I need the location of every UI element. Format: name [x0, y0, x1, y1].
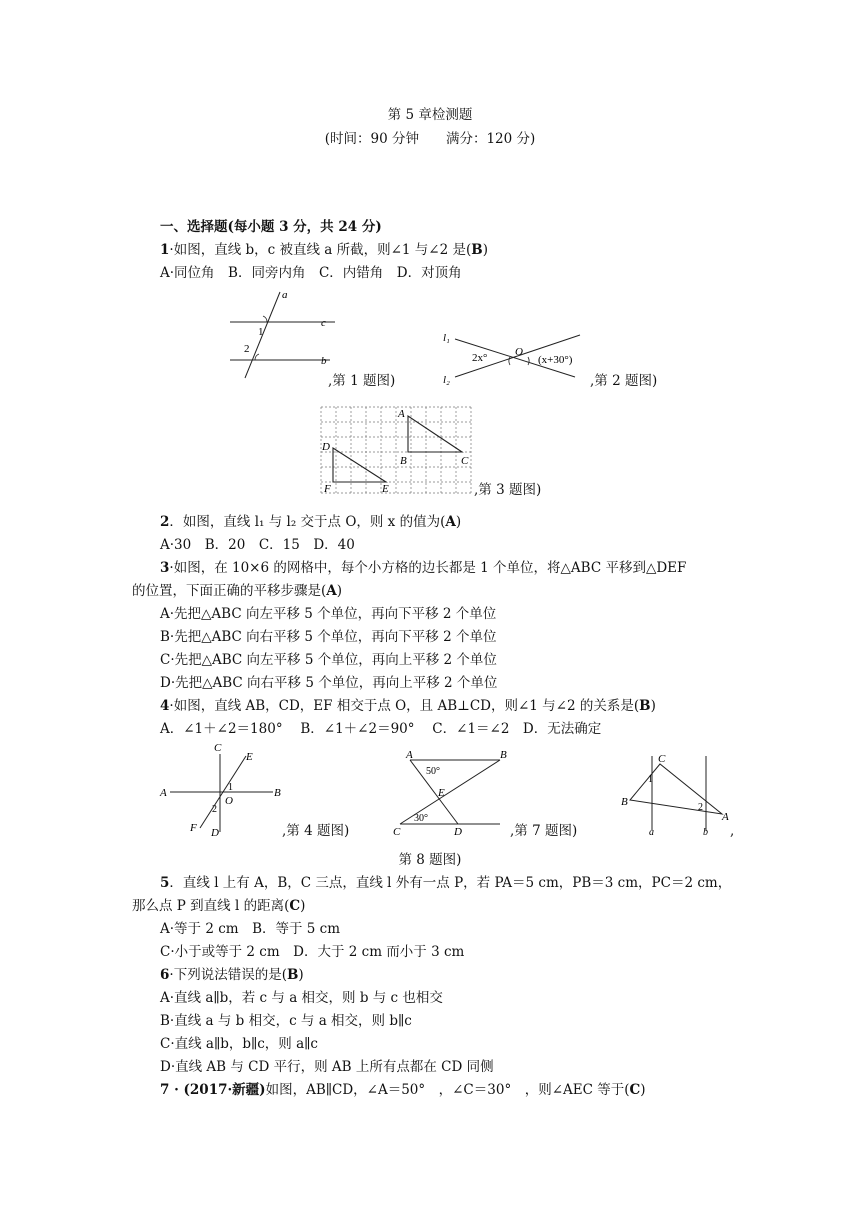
section-heading: 一、选择题(每小题 3 分，共 24 分): [160, 219, 382, 235]
fig8-label-line-b: b: [703, 827, 708, 836]
question-2-options: A·30 B．20 C．15 D．40: [160, 537, 355, 553]
answer: A: [445, 514, 456, 530]
fig8-label-1: 1: [648, 774, 653, 785]
figure-7: [388, 746, 512, 838]
question-6-option-d: D·直线 AB 与 CD 平行，则 AB 上所有点都在 CD 同侧: [160, 1059, 494, 1075]
question-stem: 如图，AB∥CD，∠A＝50° ，∠C＝30° ，则∠AEC 等于(: [265, 1082, 630, 1098]
fig4-label-e: E: [246, 751, 253, 763]
fig2-label-2x: 2x°: [472, 352, 488, 364]
fig1-label-2: 2: [244, 343, 250, 355]
question-3: [160, 559, 686, 577]
question-7: 7 · (2017·新疆)如图，AB∥CD，∠A＝50° ，∠C＝30° ，则∠AEC 等于(C): [160, 1082, 646, 1098]
answer: C: [289, 898, 301, 914]
fig7-label-50: 50°: [426, 766, 440, 777]
figure-2: [440, 325, 590, 387]
question-stem: ·如图，直线 AB，CD，EF 相交于点 O，且 AB⊥CD，则∠1 与∠2 的关系是(: [169, 698, 640, 714]
fig3-label-d: D: [322, 441, 330, 453]
figure-3-caption: ,第 3 题图): [474, 482, 542, 498]
question-number: 7: [160, 1082, 170, 1098]
figure-8-caption: 第 8 题图): [398, 852, 462, 868]
question-6-option-c: C·直线 a∥b，b∥c，则 a∥c: [160, 1036, 318, 1052]
question-number: 1: [160, 242, 170, 258]
fig8-label-2: 2: [698, 802, 703, 813]
fig8-label-line-a: a: [649, 827, 654, 836]
fig3-label-f: F: [324, 483, 331, 495]
answer: A: [326, 583, 337, 599]
question-3-option-d: D·先把△ABC 向右平移 5 个单位，再向上平移 2 个单位: [160, 675, 498, 691]
fig3-label-b: B: [400, 455, 407, 467]
fig8-label-a: A: [722, 811, 729, 823]
question-stem: ·如图，在 10×6 的网格中，每个小方格的边长都是 1 个单位，将△ABC 平移到△DEF: [169, 560, 687, 576]
figure-1: [225, 288, 345, 380]
question-5-options-ab: A·等于 2 cm B．等于 5 cm: [160, 921, 341, 937]
fig4-label-f: F: [190, 822, 197, 834]
answer: B: [286, 967, 299, 983]
question-1-options: A·同位角 B．同旁内角 C．内错角 D．对顶角: [160, 265, 462, 281]
fig4-label-o: O: [225, 795, 233, 807]
page-title: 第 5 章检测题: [387, 107, 473, 123]
fig2-label-l1: l₁: [443, 332, 450, 344]
figure-3: [318, 404, 474, 496]
question-5-cont: 那么点 P 到直线 l 的距离(C): [132, 898, 306, 914]
fig2-label-l2: l₂: [443, 374, 450, 386]
question-3-option-c: C·先把△ABC 向左平移 5 个单位，再向上平移 2 个单位: [160, 652, 497, 668]
question-stem: ·下列说法错误的是(: [169, 967, 287, 983]
question-6-option-a: A·直线 a∥b，若 c 与 a 相交，则 b 与 c 也相交: [160, 990, 443, 1006]
answer: B: [639, 698, 651, 714]
fig3-label-e: E: [382, 483, 389, 495]
fig3-label-a: A: [398, 408, 405, 420]
figure-2-caption: ,第 2 题图): [590, 373, 658, 389]
question-5: [160, 874, 731, 892]
figure-8-caption-comma: ,: [730, 823, 735, 839]
figure-4-caption: ,第 4 题图): [282, 823, 350, 839]
fig8-label-b: B: [621, 796, 628, 808]
fig4-label-c: C: [214, 742, 222, 754]
page-subtitle: (时间：90 分钟 满分：120 分): [324, 131, 536, 147]
fig4-label-2: 2: [212, 804, 217, 815]
question-3-cont: 的位置，下面正确的平移步骤是(A): [132, 583, 343, 599]
question-4-options: A．∠1＋∠2＝180° B．∠1＋∠2＝90° C．∠1＝∠2 D．无法确定: [160, 721, 602, 737]
fig7-label-d: D: [454, 826, 462, 838]
fig7-label-a: A: [406, 749, 413, 761]
figure-1-caption: ,第 1 题图): [328, 373, 396, 389]
fig4-label-b: B: [274, 787, 281, 799]
question-stem: ．如图，直线 l₁ 与 l₂ 交于点 O，则 x 的值为(: [169, 514, 446, 530]
question-6-option-b: B·直线 a 与 b 相交，c 与 a 相交，则 b∥c: [160, 1013, 412, 1029]
fig7-label-b: B: [500, 749, 507, 761]
fig1-label-1: 1: [258, 326, 264, 338]
question-number: 3: [160, 560, 170, 576]
fig4-label-d: D: [211, 827, 219, 838]
figure-8: [618, 748, 732, 836]
fig7-label-c: C: [393, 826, 401, 838]
question-number: 5: [160, 875, 170, 891]
question-3-option-a: A·先把△ABC 向左平移 5 个单位，再向下平移 2 个单位: [160, 606, 497, 622]
question-number: 6: [160, 967, 170, 983]
fig7-label-e: E: [438, 787, 445, 799]
fig4-label-1: 1: [228, 782, 233, 793]
fig1-label-a: a: [282, 289, 288, 301]
fig7-label-30: 30°: [414, 813, 428, 824]
question-2: 2．如图，直线 l₁ 与 l₂ 交于点 O，则 x 的值为(A): [160, 514, 462, 530]
question-1: 1·如图，直线 b，c 被直线 a 所截，则∠1 与∠2 是(B): [160, 242, 488, 258]
answer: B: [471, 242, 483, 258]
fig1-label-c: c: [321, 317, 326, 329]
question-6: 6·下列说法错误的是(B): [160, 967, 304, 983]
figure-7-caption: ,第 7 题图): [510, 823, 578, 839]
fig4-label-a: A: [160, 787, 167, 799]
question-number: 4: [160, 698, 170, 714]
question-stem: ．直线 l 上有 A，B，C 三点，直线 l 外有一点 P，若 PA＝5 cm，PB＝3 cm，PC＝2 cm，: [169, 875, 732, 891]
figure-4: [158, 742, 288, 838]
question-number: 2: [160, 514, 170, 530]
fig2-label-o: O: [515, 346, 523, 358]
question-3-option-b: B·先把△ABC 向右平移 5 个单位，再向下平移 2 个单位: [160, 629, 497, 645]
fig8-label-c: C: [658, 753, 666, 765]
fig1-label-b: b: [321, 355, 327, 367]
question-5-options-cd: C·小于或等于 2 cm D．大于 2 cm 而小于 3 cm: [160, 944, 465, 960]
question-source: (2017·新疆): [183, 1082, 266, 1098]
question-4: 4·如图，直线 AB，CD，EF 相交于点 O，且 AB⊥CD，则∠1 与∠2 的关系是(B): [160, 698, 656, 714]
question-stem: ·如图，直线 b，c 被直线 a 所截，则∠1 与∠2 是(: [169, 242, 472, 258]
fig3-label-c: C: [461, 455, 469, 467]
fig2-label-x30: (x+30°): [538, 354, 573, 366]
answer: C: [629, 1082, 641, 1098]
